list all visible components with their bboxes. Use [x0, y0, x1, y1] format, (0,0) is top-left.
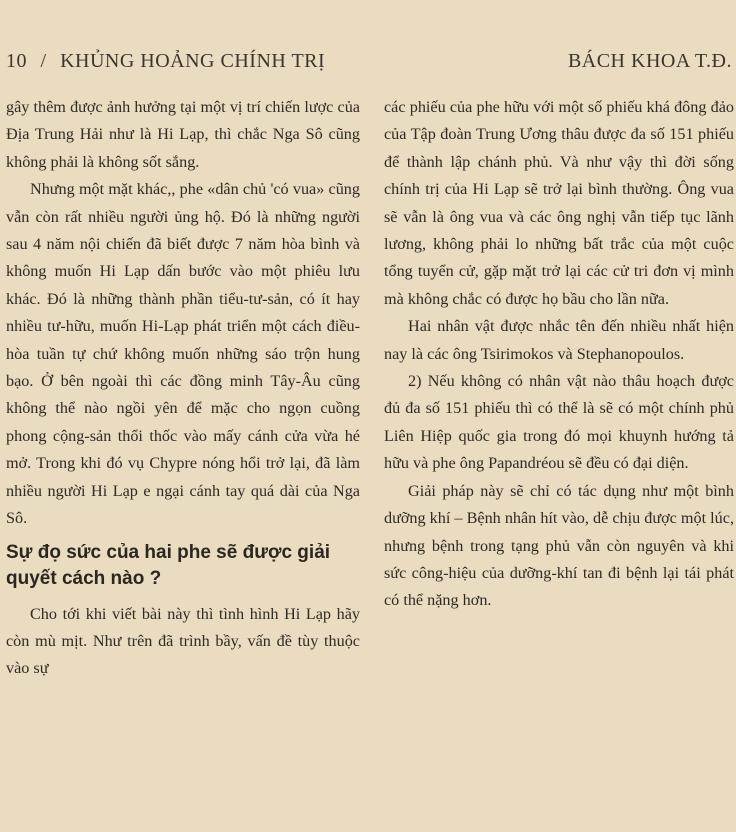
right-paragraph-2: Hai nhân vật được nhắc tên đến nhiều nhất hiện nay là các ông Tsirimokos và Stephanopoulos. [384, 317, 734, 363]
page-number: 10 [6, 50, 27, 72]
header-separator: / [40, 50, 47, 72]
left-paragraph-2: Nhưng một mặt khác,, phe «dân chủ 'có vua» cũng vẫn còn rất nhiều người ủng hộ. Đó là những người sau 4 năm nội chiến đã biết được 7 năm hòa bình và không muốn Hi Lạp dấn bước vào một phiêu lưu khác. Đó là những thành phần tiểu-tư-sản, có ít hay nhiều tư-hữu, muốn Hi-Lạp phát triển một cách điều-hòa tuần tự chứ không muốn những sáo trộn hung bạo. Ở bên ngoài thì các đồng minh Tây-Âu cũng không thể nào ngồi yên để mặc cho ngọn cuồng phong cộng-sản thổi thốc vào mấy cánh cửa vừa hé mở. Trong khi đó vụ Chypre nóng hổi trở lại, đã làm nhiều người Hi Lạp e ngại cánh tay quá dài của Nga Sô. [6, 180, 360, 528]
right-column [384, 94, 734, 615]
chapter-title: KHỦNG HOẢNG CHÍNH TRỊ [60, 50, 326, 72]
right-paragraph-4: Giải pháp này sẽ chỉ có tác dụng như một bình dưỡng khí – Bệnh nhân hít vào, dễ chịu được một lúc, nhưng bệnh trong tạng phủ vẫn còn nguyên và khi sức công-hiệu của dưỡng-khí tan đi bệnh lại tái phát có thể nặng hơn. [384, 481, 734, 610]
left-column [6, 94, 360, 683]
header-left [6, 50, 325, 73]
publication-title: BÁCH KHOA T.Đ. [567, 50, 732, 72]
right-paragraph-3: 2) Nếu không có nhân vật nào thâu hoạch được đủ đa số 151 phiếu thì có thể là sẽ có một chính phủ Liên Hiệp quốc gia trong đó mọi khuynh hướng tả hữu và phe ông Papandréou sẽ đều có đại diện. [384, 372, 734, 473]
running-header [6, 50, 732, 80]
section-heading: Sự đọ sức của hai phe sẽ được giải quyết cách nào ? [6, 541, 331, 589]
right-paragraph-1: các phiếu của phe hữu với một số phiếu khá đông đảo của Tập đoàn Trung Ương thâu được đa số 151 phiếu để thành lập chánh phủ. Và như vậy thì đời sống chính trị của Hi Lạp sẽ trở lại bình thường. Ông vua sẽ vẫn là ông vua và các ông nghị vẫn tiếp tục lãnh lương, không phải lo những bất trắc của một cuộc tổng tuyển cử, gặp mặt trở lại các cử tri đơn vị mình mà không chắc có được họ bầu cho lần nữa. [384, 98, 734, 308]
left-paragraph-1: gây thêm được ảnh hưởng tại một vị trí chiến lược của Địa Trung Hải như là Hi Lạp, thì chắc Nga Sô cũng không phải là không sốt sắng. [6, 98, 360, 171]
left-paragraph-3: Cho tới khi viết bài này thì tình hình Hi Lạp hãy còn mù mịt. Như trên đã trình bầy, vấn đề tùy thuộc vào sự [6, 604, 360, 678]
